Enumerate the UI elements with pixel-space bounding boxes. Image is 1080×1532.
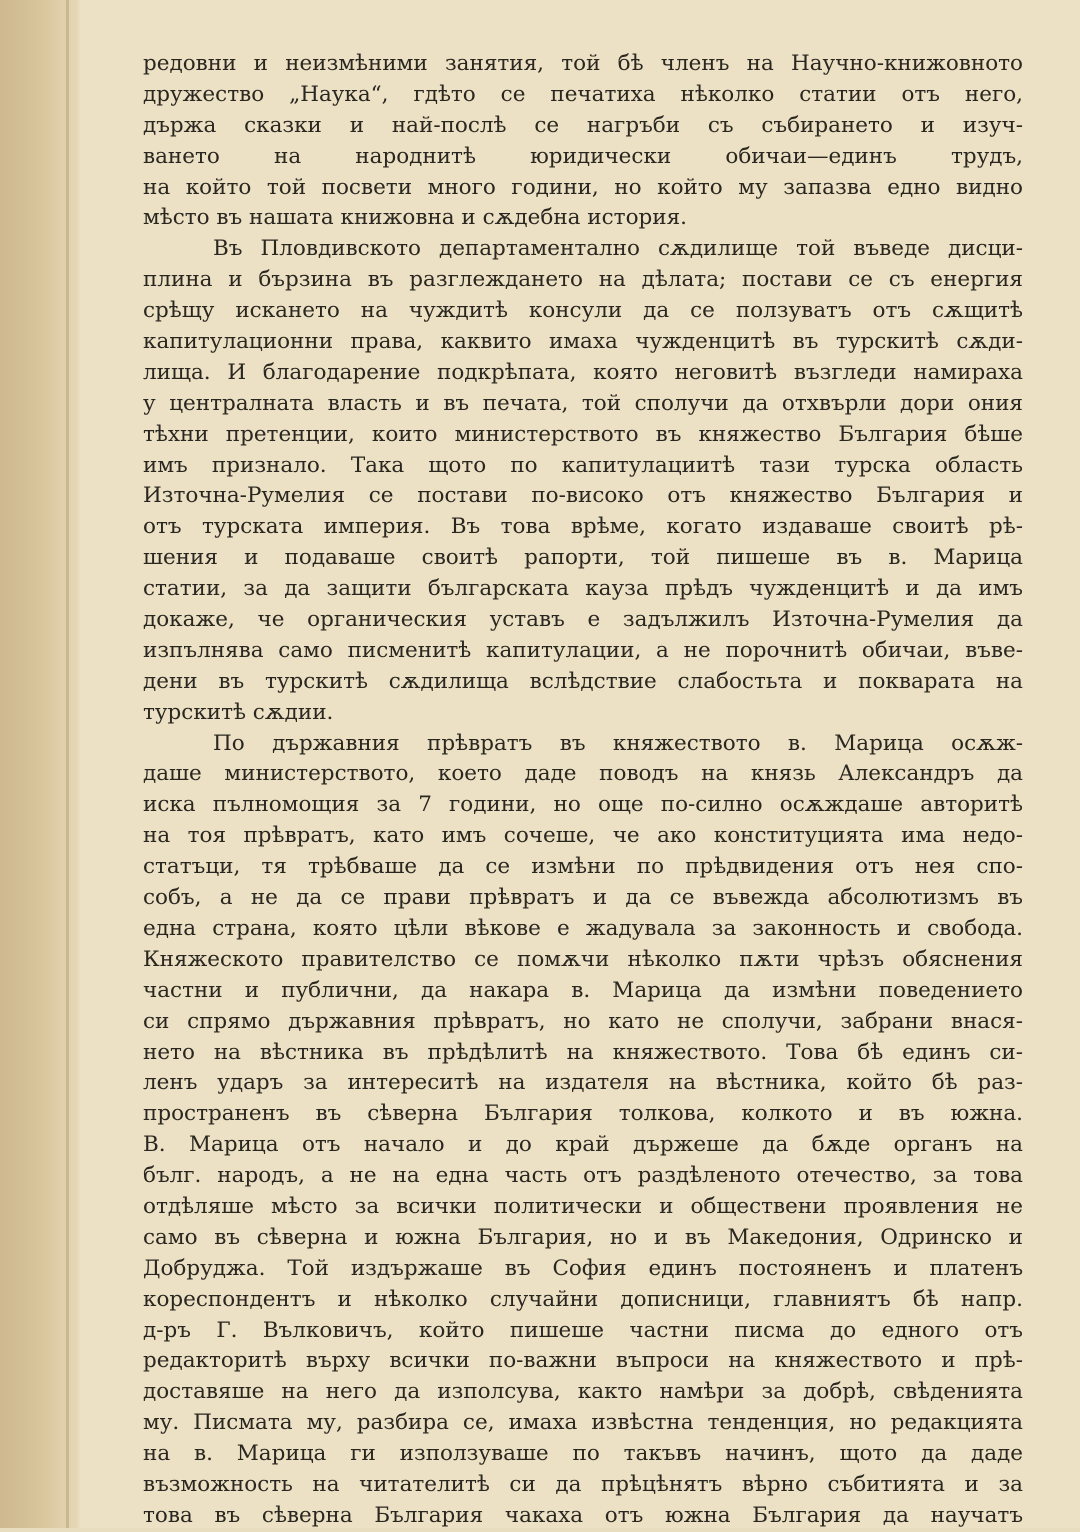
text-line: пространенъ въ сѣверна България толкова, колкото и въ южна. [143, 1101, 1023, 1127]
paragraph-start-line: По държавния прѣвратъ въ княжеството в. Марица осѫж- [213, 730, 1023, 756]
text-line: срѣщу искането на чуждитѣ консули да се ползуватъ отъ сѫщитѣ [143, 298, 1023, 324]
text-line: плина и бързина въ разглеждането на дѣлата; постави се съ енергия [143, 267, 1023, 293]
text-line: редакторитѣ върху всички по-важни въпроси на княжеството и прѣ- [143, 1348, 1023, 1374]
text-line: държа сказки и най-послѣ се нагръби съ събирането и изуч- [143, 112, 1023, 138]
text-line: статии, за да защити българската кауза прѣдъ чужденцитѣ и да имъ [143, 576, 1023, 602]
text-line: ването на народнитѣ юридически обичаи—единъ трудъ, [143, 143, 1023, 169]
text-line: у централната власть и въ печата, той сполучи да отхвърли дори ония [143, 390, 1023, 416]
page-text-block [143, 49, 1023, 1532]
text-line: дени въ турскитѣ сѫдилища вслѣдствие слабостьта и покварата на [143, 668, 1023, 694]
text-line: Княжеското правителство се помѫчи нѣколко пѫти чрѣзъ обяснения [143, 946, 1023, 972]
page-gutter-edge [66, 0, 69, 1528]
text-line: възможность на читателитѣ си да прѣцѣнятъ вѣрно събитията и за [143, 1471, 1023, 1497]
text-line: мѣсто въ нашата книжовна и сѫдебна история. [143, 205, 687, 231]
text-line: иска пълномощия за 7 години, но още по-силно осѫждаше авторитѣ [143, 792, 1023, 818]
text-line: бълг. народъ, а не на една часть отъ раздѣленото отечество, за това [143, 1163, 1023, 1189]
text-line: лища. И благодарение подкрѣпата, която неговитѣ възгледи намираха [143, 359, 1023, 385]
text-line: нето на вѣстника въ прѣдѣлитѣ на княжеството. Това бѣ единъ си- [143, 1039, 1023, 1065]
text-line: докаже, че органическия уставъ е задължилъ Източна-Румелия да [143, 607, 1023, 633]
text-line: кореспондентъ и нѣколко случайни дописници, главниятъ бѣ напр. [143, 1286, 1023, 1312]
text-line: д-ръ Г. Вълковичъ, който пишеше частни писма до едного отъ [143, 1317, 1023, 1343]
text-line: дружество „Наука“, гдѣто се печатиха нѣколко статии отъ него, [143, 81, 1023, 107]
text-line: изпълнява само писменитѣ капитулации, а не порочнитѣ обичаи, въве- [143, 637, 1023, 663]
text-line: му. Писмата му, разбира се, имаха извѣстна тенденция, но редакцията [143, 1410, 1023, 1436]
text-line: статъци, тя трѣбваше да се измѣни по прѣдвидения отъ нея спо- [143, 854, 1023, 880]
text-line: даше министерството, което даде поводъ на князь Александръ да [143, 761, 1023, 787]
text-line: частни и публични, да накара в. Марица да измѣни поведението [143, 977, 1023, 1003]
text-line: на тоя прѣвратъ, като имъ сочеше, че ако конституцията има недо- [143, 823, 1023, 849]
text-line: отдѣляше мѣсто за всички политически и обществени проявления не [143, 1193, 1023, 1219]
text-line: една страна, която цѣли вѣкове е жадувала за законность и свобода. [143, 915, 1023, 941]
text-line: собъ, а не да се прави прѣвратъ и да се въвежда абсолютизмъ въ [143, 885, 1023, 911]
text-line: Добруджа. Той издържаше въ София единъ постояненъ и платенъ [143, 1255, 1023, 1281]
text-line: си спрямо държавния прѣвратъ, но като не сполучи, забрани внася- [143, 1008, 1023, 1034]
text-line: тѣхни претенции, които министерството въ княжество България бѣше [143, 421, 1023, 447]
text-line: В. Марица отъ начало и до край държеше да бѫде органъ на [143, 1132, 1023, 1158]
text-line: това въ сѣверна България чакаха отъ южна България да научатъ [143, 1502, 1023, 1528]
text-line: отъ турската империя. Въ това врѣме, когато издаваше своитѣ рѣ- [143, 514, 1023, 540]
text-line: на който той посвети много години, но който му запазва едно видно [143, 174, 1023, 200]
text-line: капитулационни права, каквито имаха чужденцитѣ въ турскитѣ сѫди- [143, 329, 1023, 355]
text-line: доставяше на него да изполсува, както намѣри за добрѣ, свѣденията [143, 1379, 1023, 1405]
text-line: Източна-Румелия се постави по-високо отъ княжество България и [143, 483, 1023, 509]
text-line: ленъ ударъ за интереситѣ на издателя на вѣстника, който бѣ раз- [143, 1070, 1023, 1096]
paragraph-start-line: Въ Пловдивското департаментално сѫдилище той въведе дисци- [213, 236, 1023, 262]
text-line: само въ сѣверна и южна България, но и въ Македония, Одринско и [143, 1224, 1023, 1250]
text-line: имъ признало. Така щото по капитулациитѣ тази турска область [143, 452, 1023, 478]
text-line: шения и подаваше своитѣ рапорти, той пишеше въ в. Марица [143, 545, 1023, 571]
text-line: на в. Марица ги използуваше по такъвъ начинъ, щото да даде [143, 1441, 1023, 1467]
text-line: турскитѣ сѫдии. [143, 699, 334, 725]
text-line: редовни и неизмѣними занятия, той бѣ членъ на Научно-книжовното [143, 51, 1023, 76]
